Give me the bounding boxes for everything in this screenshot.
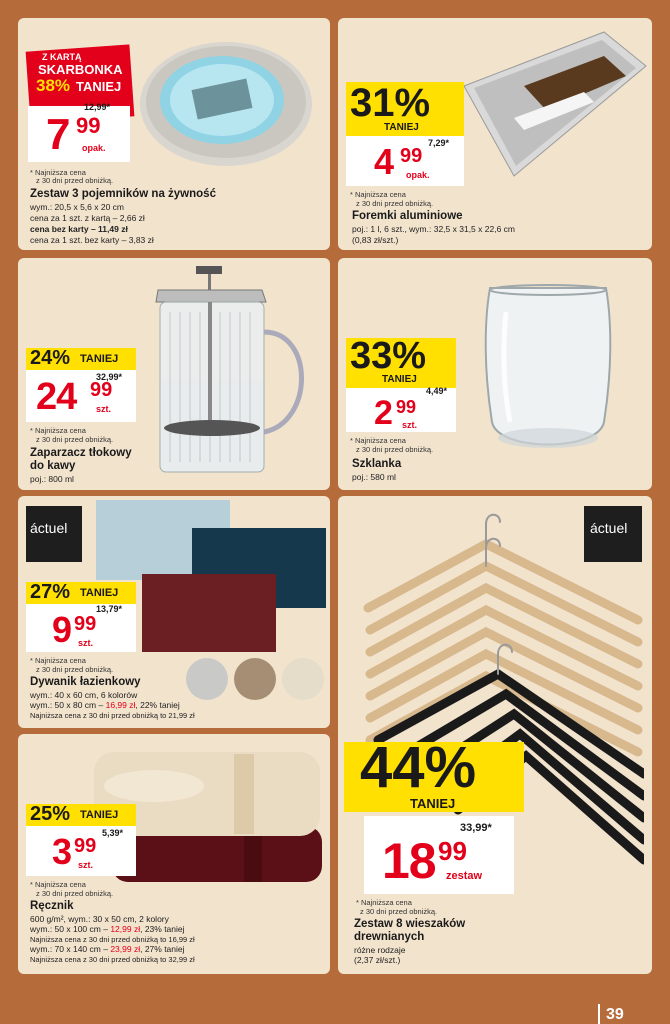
old-price: 13,79* [96, 604, 123, 614]
badge-line1: Z KARTĄ [42, 52, 82, 62]
product-desc-1: wym.: 40 x 60 cm, 6 kolorów [30, 690, 138, 700]
price-cents: 99 [76, 113, 101, 138]
lowest-price-note-1: * Najniższa cena [30, 426, 86, 435]
product-desc-1: wym.: 20,5 x 5,6 x 20 cm [30, 202, 125, 212]
discount-percent: 25% [30, 803, 71, 825]
product-desc-2: (2,37 zł/szt.) [354, 955, 401, 965]
discount-percent: 27% [30, 581, 71, 603]
french-press-image [146, 262, 322, 484]
desc-price: 16,99 zł [105, 700, 136, 710]
discount-percent: 33% [350, 335, 427, 377]
product-card-aluminium-trays[interactable] [338, 18, 652, 250]
lowest-price-note-2: z 30 dni przed obniżką. [36, 889, 114, 898]
price-cents: 99 [74, 835, 97, 857]
desc-size: wym.: 50 x 100 cm – [30, 924, 111, 934]
brand-logo-text: áctuel [590, 520, 628, 536]
price-unit: szt. [78, 638, 94, 648]
product-title: Szklanka [352, 458, 402, 470]
lowest-price-note-1: * Najniższa cena [350, 190, 406, 199]
price-main: 7 [46, 110, 70, 159]
lowest-price-note-1: * Najniższa cena [30, 656, 86, 665]
price-unit: szt. [96, 404, 112, 414]
price-unit: szt. [78, 860, 94, 870]
price-cents: 99 [396, 397, 417, 417]
discount-taniej: TANIEJ [410, 796, 456, 811]
desc-discount: , 23% taniej [140, 924, 185, 934]
product-card-glass[interactable] [338, 258, 652, 490]
mat-burgundy-image [142, 574, 276, 652]
price-main: 18 [382, 833, 436, 889]
product-desc-3: Najniższa cena z 30 dni przed obniżką to 21,99 zł [30, 711, 195, 720]
price-main: 3 [52, 831, 72, 872]
discount-taniej: TANIEJ [80, 809, 119, 821]
price-unit: opak. [406, 170, 430, 180]
lowest-price-note-2: z 30 dni przed obniżką. [360, 907, 438, 916]
price-unit: zestaw [446, 870, 483, 882]
discount-percent: 24% [30, 347, 71, 369]
page-number: 39 [606, 1006, 624, 1023]
discount-percent: 31% [350, 81, 431, 125]
price-cents: 99 [400, 145, 423, 167]
aluminium-tray-image [454, 26, 650, 186]
product-desc-1: różne rodzaje [354, 945, 406, 955]
desc-discount: , 27% taniej [140, 944, 185, 954]
swatch-cream-icon [282, 658, 324, 700]
price-cents: 99 [90, 379, 113, 401]
lowest-price-note-2: z 30 dni przed obniżką. [356, 445, 434, 454]
page-number-divider [598, 1004, 600, 1024]
discount-taniej: TANIEJ [384, 122, 419, 133]
swatch-brown-icon [234, 658, 276, 700]
product-title-1: Zestaw 8 wieszaków [354, 918, 466, 930]
product-card-french-press[interactable] [18, 258, 330, 490]
discount-taniej: TANIEJ [80, 587, 119, 599]
price-unit: opak. [82, 143, 106, 153]
old-price: 12,99* [84, 102, 111, 112]
discount-percent: 44% [360, 735, 477, 800]
product-title-1: Zaparzacz tłokowy [30, 447, 132, 459]
badge-percent: 38% [36, 76, 71, 95]
lowest-price-note-1: * Najniższa cena [30, 168, 86, 177]
old-price: 7,29* [428, 138, 450, 148]
old-price: 5,39* [102, 828, 124, 838]
product-desc-1: poj.: 580 ml [352, 472, 396, 482]
lowest-price-note-1: * Najniższa cena [350, 436, 406, 445]
product-desc-1: 600 g/m², wym.: 30 x 50 cm, 2 kolory [30, 914, 169, 924]
product-card-hangers[interactable] [338, 496, 652, 974]
product-card-towel[interactable] [18, 734, 330, 974]
product-title-2: drewnianych [354, 931, 425, 943]
old-price: 33,99* [460, 822, 492, 834]
desc-price: 12,99 zł [110, 924, 141, 934]
price-main: 9 [52, 609, 72, 650]
price-unit: szt. [402, 420, 418, 430]
drinking-glass-image [478, 282, 618, 462]
product-card-bath-mat[interactable] [18, 496, 330, 728]
product-desc-4: cena za 1 szt. bez karty – 3,83 zł [30, 235, 154, 245]
product-desc-2: cena za 1 szt. z kartą – 2,66 zł [30, 213, 145, 223]
lowest-price-note-1: * Najniższa cena [356, 898, 412, 907]
lowest-price-note-2: z 30 dni przed obniżką. [36, 665, 114, 674]
product-desc-3: Najniższa cena z 30 dni przed obniżką to 16,99 zł [30, 935, 195, 944]
lowest-price-note-1: * Najniższa cena [30, 880, 86, 889]
product-title: Ręcznik [30, 900, 74, 912]
badge-taniej: TANIEJ [76, 79, 122, 94]
lowest-price-note-2: z 30 dni przed obniżką. [36, 176, 114, 185]
product-desc-2: (0,83 zł/szt.) [352, 235, 399, 245]
price-cents: 99 [74, 613, 97, 635]
brand-logo-text: áctuel [30, 520, 68, 536]
product-desc-1: poj.: 800 ml [30, 474, 74, 484]
product-title: Foremki aluminiowe [352, 210, 463, 222]
lowest-price-note-2: z 30 dni przed obniżką. [36, 435, 114, 444]
discount-taniej: TANIEJ [382, 374, 417, 385]
swatch-grey-icon [186, 658, 228, 700]
lowest-price-note-2: z 30 dni przed obniżką. [356, 199, 434, 208]
desc-discount: , 22% taniej [135, 700, 180, 710]
price-cents: 99 [438, 836, 467, 866]
food-container-image [136, 32, 316, 172]
product-desc-5: Najniższa cena z 30 dni przed obniżką to 32,99 zł [30, 955, 195, 964]
product-title: Zestaw 3 pojemników na żywność [30, 188, 216, 200]
product-title-2: do kawy [30, 460, 76, 472]
product-desc-3: cena bez karty – 11,49 zł [30, 224, 128, 234]
price-main: 24 [36, 376, 77, 418]
old-price: 32,99* [96, 372, 123, 382]
discount-taniej: TANIEJ [80, 353, 119, 365]
product-desc-1: poj.: 1 l, 6 szt., wym.: 32,5 x 31,5 x 22,6 cm [352, 224, 515, 234]
price-main: 2 [374, 394, 392, 432]
desc-price: 23,99 zł [110, 944, 141, 954]
product-card-containers[interactable] [18, 18, 330, 250]
badge-brand: SKARBONKA [38, 62, 123, 77]
price-main: 4 [374, 141, 394, 182]
desc-size: wym.: 70 x 140 cm – [30, 944, 111, 954]
old-price: 4,49* [426, 386, 448, 396]
desc-size: wym.: 50 x 80 cm – [30, 700, 106, 710]
product-title: Dywanik łazienkowy [30, 676, 141, 688]
